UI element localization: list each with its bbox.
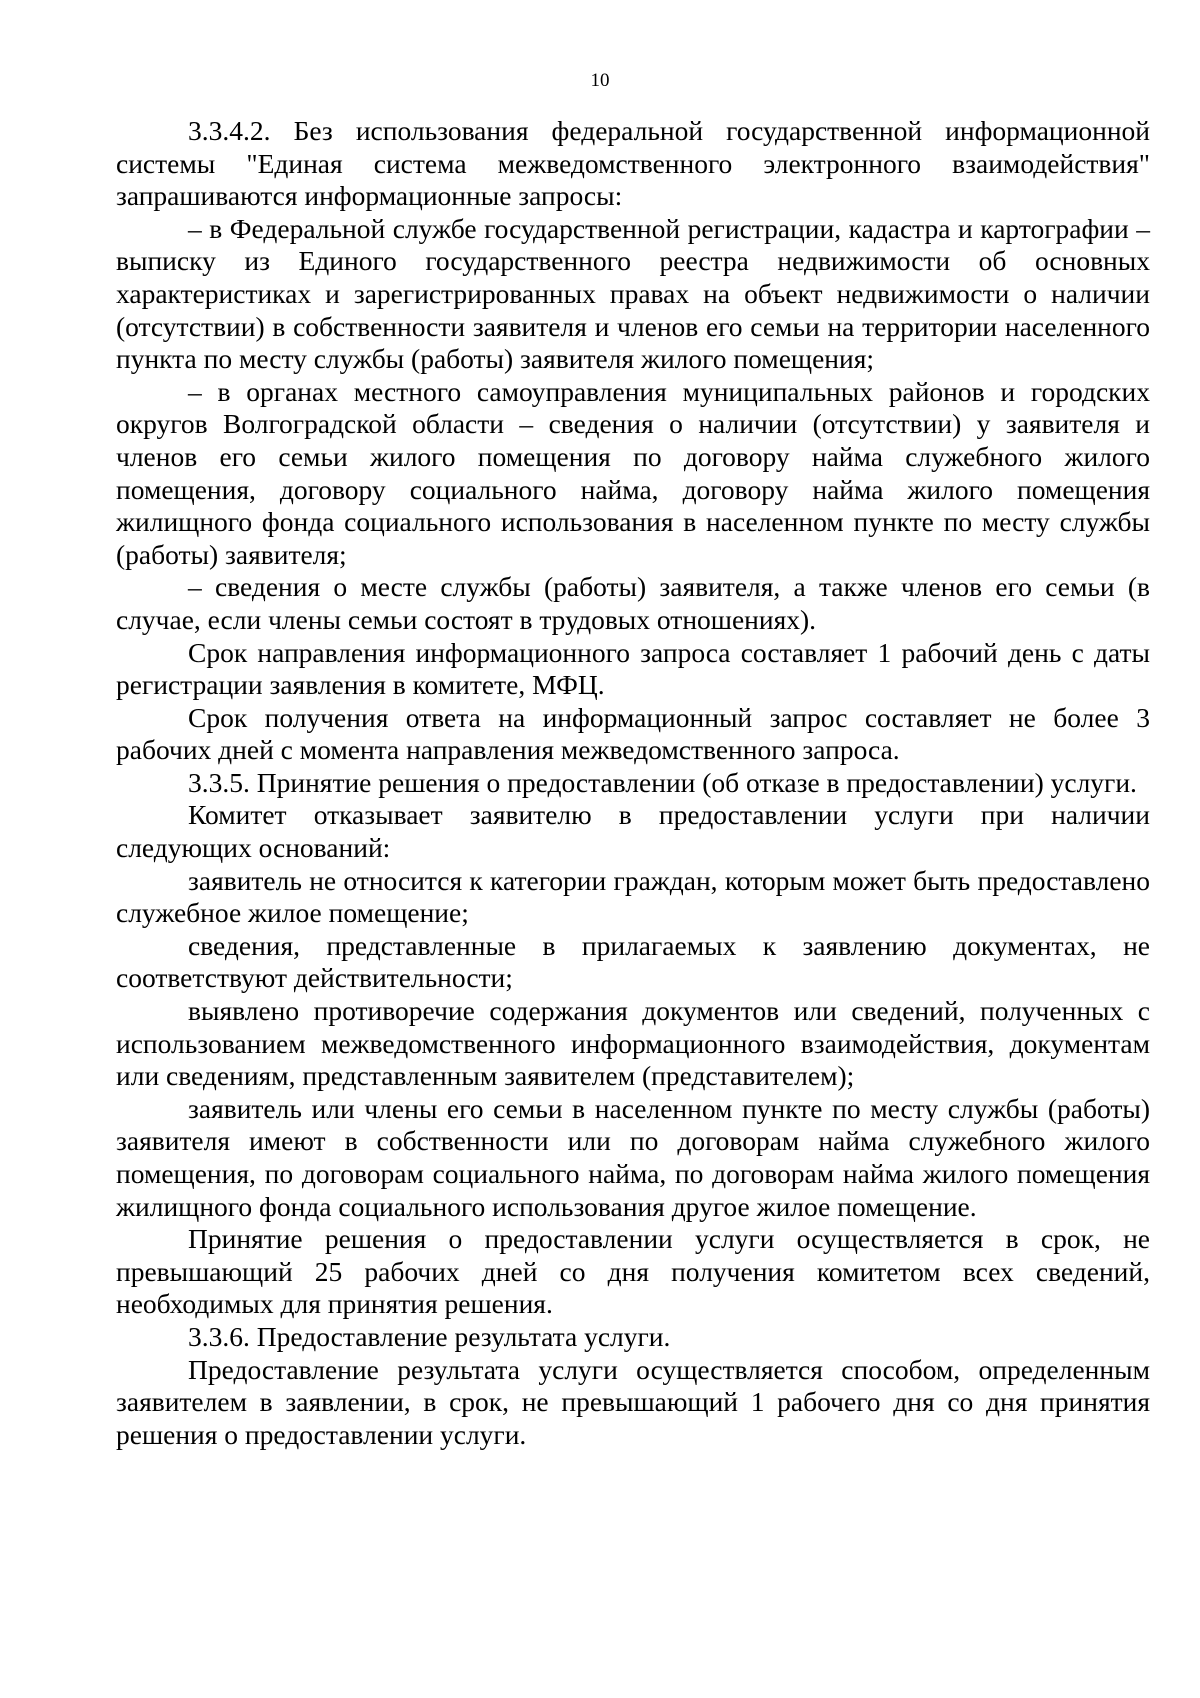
paragraph-request-term: Срок направления информационного запроса составляет 1 рабочий день с даты регистрации заявления в комитете, МФЦ. bbox=[116, 636, 1150, 701]
paragraph-ground-contradiction: выявлено противоречие содержания документов или сведений, полученных с использованием межведомственного информационного взаимодействия, документам или сведениям, представленным заявителем (представителем); bbox=[116, 995, 1150, 1092]
paragraph-3-3-4-2: 3.3.4.2. Без использования федеральной государственной информационной системы "Единая система межведомственного электронного взаимодействия" запрашиваются информационные запросы: bbox=[116, 115, 1150, 212]
paragraph-refusal-grounds: Комитет отказывает заявителю в предоставлении услуги при наличии следующих оснований: bbox=[116, 799, 1150, 864]
paragraph-workplace-request: – сведения о месте службы (работы) заявителя, а также членов его семьи (в случае, если члены семьи состоят в трудовых отношениях). bbox=[116, 571, 1150, 635]
paragraph-local-authorities-request: – в органах местного самоуправления муниципальных районов и городских округов Волгоградской области – сведения о наличии (отсутствии) у заявителя и членов его семьи жилого помещения по договору найма служебного жилого помещения, договору социального найма, договору найма жилого помещения жилищного фонда социального использования в населенном пункте по месту службы (работы) заявителя; bbox=[116, 375, 1150, 570]
paragraph-result-delivery: Предоставление результата услуги осуществляется способом, определенным заявителем в заявлении, в срок, не превышающий 1 рабочего дня со дня принятия решения о предоставлении услуги. bbox=[116, 1353, 1150, 1450]
page-number: 10 bbox=[590, 70, 610, 91]
paragraph-response-term: Срок получения ответа на информационный запрос составляет не более 3 рабочих дней с момента направления межведомственного запроса. bbox=[116, 701, 1150, 766]
document-body bbox=[116, 115, 1150, 1451]
paragraph-ground-category: заявитель не относится к категории граждан, которым может быть предоставлено служебное жилое помещение; bbox=[116, 864, 1150, 929]
paragraph-ground-other-housing: заявитель или члены его семьи в населенном пункте по месту службы (работы) заявителя имеют в собственности или по договорам найма служебного жилого помещения, по договорам социального найма, по договорам найма жилого помещения жилищного фонда социального использования другое жилое помещение. bbox=[116, 1092, 1150, 1222]
paragraph-3-3-5: 3.3.5. Принятие решения о предоставлении (об отказе в предоставлении) услуги. bbox=[188, 766, 1137, 798]
paragraph-decision-term: Принятие решения о предоставлении услуги осуществляется в срок, не превышающий 25 рабочих дней со дня получения комитетом всех сведений, необходимых для принятия решения. bbox=[116, 1223, 1150, 1320]
paragraph-ground-invalid-info: сведения, представленные в прилагаемых к заявлению документах, не соответствуют действительности; bbox=[116, 929, 1150, 994]
paragraph-3-3-6: 3.3.6. Предоставление результата услуги. bbox=[188, 1320, 671, 1352]
paragraph-rosreestr-request: – в Федеральной службе государственной регистрации, кадастра и картографии – выписку из Единого государственного реестра недвижимости об основных характеристиках и зарегистрированных правах на объект недвижимости о наличии (отсутствии) в собственности заявителя и членов его семьи на территории населенного пункта по месту службы (работы) заявителя жилого помещения; bbox=[116, 212, 1150, 375]
